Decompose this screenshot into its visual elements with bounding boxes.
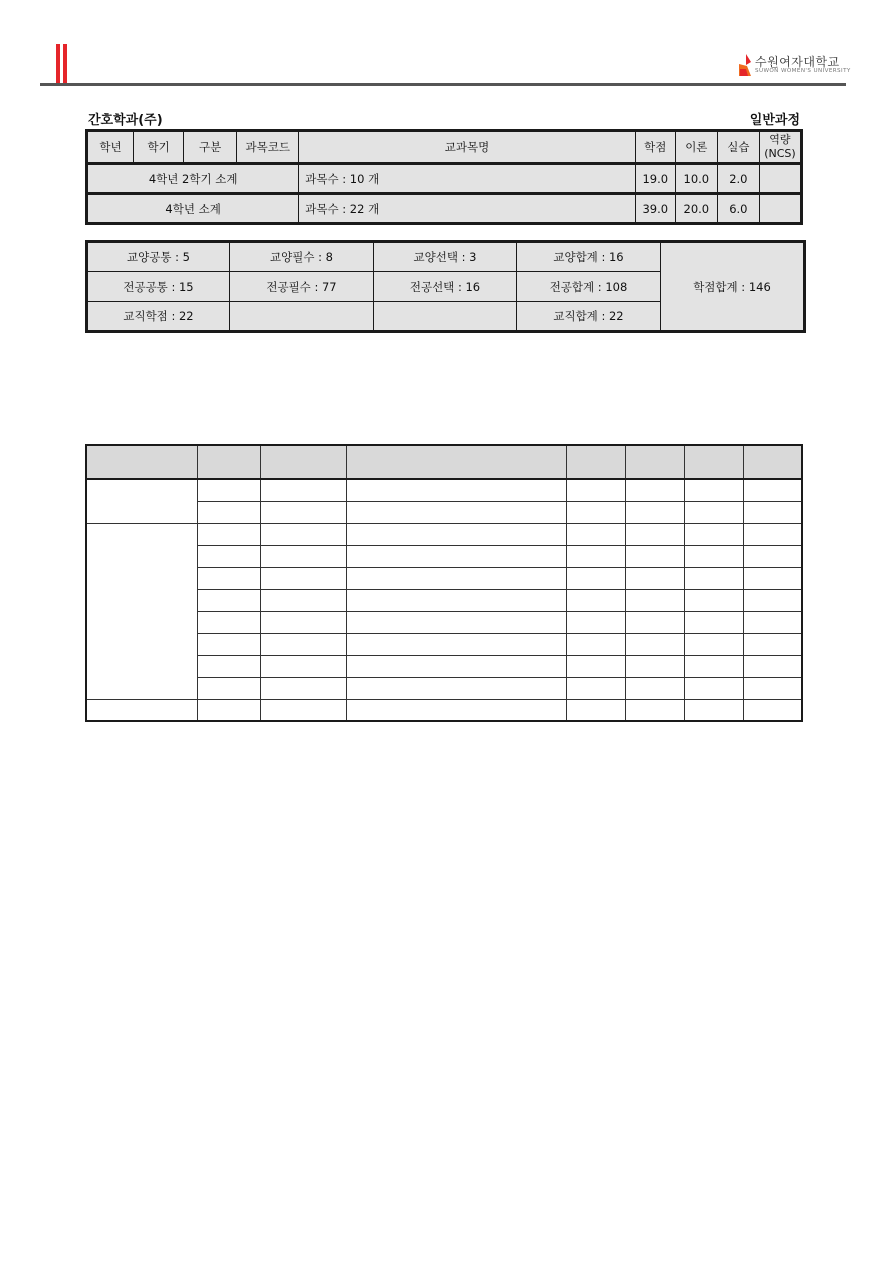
header-cell (684, 445, 743, 479)
ncs-value (759, 164, 801, 194)
header-cell: 학기 (134, 131, 184, 164)
subtotal-label: 4학년 소계 (87, 194, 299, 224)
table-row (86, 479, 802, 501)
curriculum-table (85, 129, 803, 225)
summary-cell: 전공합계 : 108 (517, 272, 661, 302)
header-cell: 학점 (635, 131, 675, 164)
table-row (87, 164, 802, 194)
header-cell: 교과목명 (299, 131, 635, 164)
header-cell: 과목코드 (237, 131, 299, 164)
ncs-value (759, 194, 801, 224)
course-count: 과목수 : 10 개 (299, 164, 635, 194)
course-type-label: 일반과정 (749, 113, 800, 128)
department-title: 간호학과(주) (88, 113, 163, 128)
empty-grid-table (85, 444, 803, 722)
header-cell: 학년 (87, 131, 134, 164)
theory-value: 20.0 (675, 194, 717, 224)
summary-cell: 전공선택 : 16 (374, 272, 517, 302)
logo-name: 수원여자대학교 (755, 55, 840, 69)
practice-value: 2.0 (717, 164, 759, 194)
credits-value: 39.0 (635, 194, 675, 224)
summary-cell (374, 302, 517, 332)
header-accent-bar-left (56, 44, 60, 84)
theory-value: 10.0 (675, 164, 717, 194)
summary-cell: 전공필수 : 77 (230, 272, 374, 302)
header-cell: 이론 (675, 131, 717, 164)
group-cell (86, 699, 197, 721)
header-cell (86, 445, 197, 479)
header-cell (260, 445, 346, 479)
summary-cell: 교양공통 : 5 (87, 242, 230, 272)
header-accent-bar-right (63, 44, 67, 84)
header-cell: 실습 (717, 131, 759, 164)
summary-cell: 교양필수 : 8 (230, 242, 374, 272)
subtotal-label: 4학년 2학기 소계 (87, 164, 299, 194)
table-header-row (86, 445, 802, 479)
group-cell (86, 479, 197, 523)
group-cell (86, 523, 197, 699)
table-row (87, 194, 802, 224)
summary-cell: 교직합계 : 22 (517, 302, 661, 332)
table-row (87, 242, 805, 272)
summary-cell: 교양선택 : 3 (374, 242, 517, 272)
header-cell (197, 445, 260, 479)
table-row (86, 523, 802, 545)
summary-cell: 교양합계 : 16 (517, 242, 661, 272)
flame-logo-icon (737, 52, 753, 78)
summary-cell (230, 302, 374, 332)
summary-cell: 전공공통 : 15 (87, 272, 230, 302)
total-credits: 학점합계 : 146 (661, 242, 805, 332)
header-cell (743, 445, 802, 479)
header-cell (625, 445, 684, 479)
table-row (86, 699, 802, 721)
university-logo (737, 52, 851, 78)
course-count: 과목수 : 22 개 (299, 194, 635, 224)
header-divider (40, 83, 846, 86)
summary-cell: 교직학점 : 22 (87, 302, 230, 332)
header-cell (566, 445, 625, 479)
practice-value: 6.0 (717, 194, 759, 224)
header-cell: 역량 (NCS) (759, 131, 801, 164)
logo-subname: SUWON WOMEN'S UNIVERSITY (755, 68, 851, 74)
table-header-row (87, 131, 802, 164)
header-cell (346, 445, 566, 479)
credits-value: 19.0 (635, 164, 675, 194)
header-cell: 구분 (184, 131, 237, 164)
credit-summary-table (85, 240, 806, 333)
